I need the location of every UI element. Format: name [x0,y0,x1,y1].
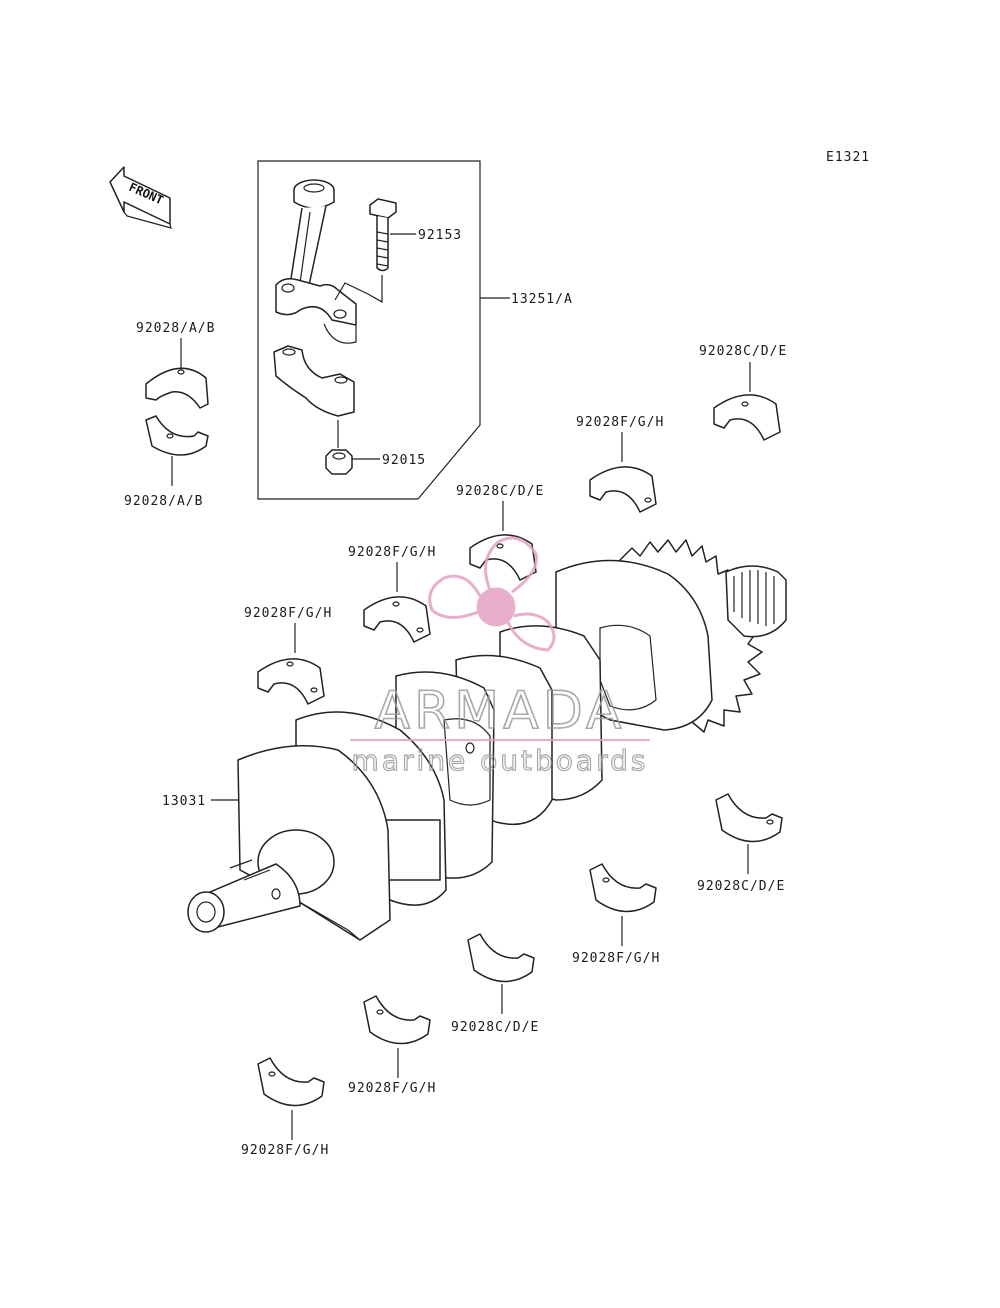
label-92028c-d-e-2: 92028C/D/E [456,484,545,499]
rod-bearing-lower-icon [146,416,208,455]
main-bearing-lower-1-icon [716,794,782,842]
rod-bolt-icon [370,199,396,271]
front-arrow-label: FRONT [126,179,166,208]
front-arrow-icon [110,167,171,228]
main-bearing-lower-5-icon [258,1058,324,1106]
rod-assembly-bracket [258,161,480,499]
label-92028c-d-e-1: 92028C/D/E [699,344,788,359]
label-92028f-g-h-6: 92028F/G/H [241,1143,330,1158]
label-92028f-g-h-2: 92028F/G/H [348,545,437,560]
main-bearing-lower-4-icon [364,996,430,1044]
watermark-brand: ARMADA [374,681,626,741]
diagram-code: E1321 [826,150,871,165]
connecting-rod-icon [276,180,356,343]
rod-cap-icon [274,346,354,416]
label-92028f-g-h-1: 92028F/G/H [576,415,665,430]
main-bearing-upper-4-icon [364,597,430,642]
rod-nut-icon [326,450,352,474]
label-92028c-d-e-4: 92028C/D/E [451,1020,540,1035]
main-bearing-upper-5-icon [258,659,324,704]
label-92028f-g-h-4: 92028F/G/H [572,951,661,966]
label-92015: 92015 [382,453,427,468]
label-92028f-g-h-3: 92028F/G/H [244,606,333,621]
label-13251-a: 13251/A [511,292,573,307]
main-bearing-lower-2-icon [590,864,656,912]
rod-bearing-upper-icon [146,368,208,408]
main-bearing-upper-2-icon [590,467,656,512]
label-92028-a-b-upper: 92028/A/B [136,321,216,336]
label-92153: 92153 [418,228,463,243]
label-92028f-g-h-5: 92028F/G/H [348,1081,437,1096]
main-bearing-upper-1-icon [714,395,780,440]
main-bearing-lower-3-icon [468,934,534,982]
label-92028-a-b-lower: 92028/A/B [124,494,204,509]
label-92028c-d-e-3: 92028C/D/E [697,879,786,894]
label-13031: 13031 [162,794,207,809]
watermark-tagline: marine outboards [351,744,649,777]
